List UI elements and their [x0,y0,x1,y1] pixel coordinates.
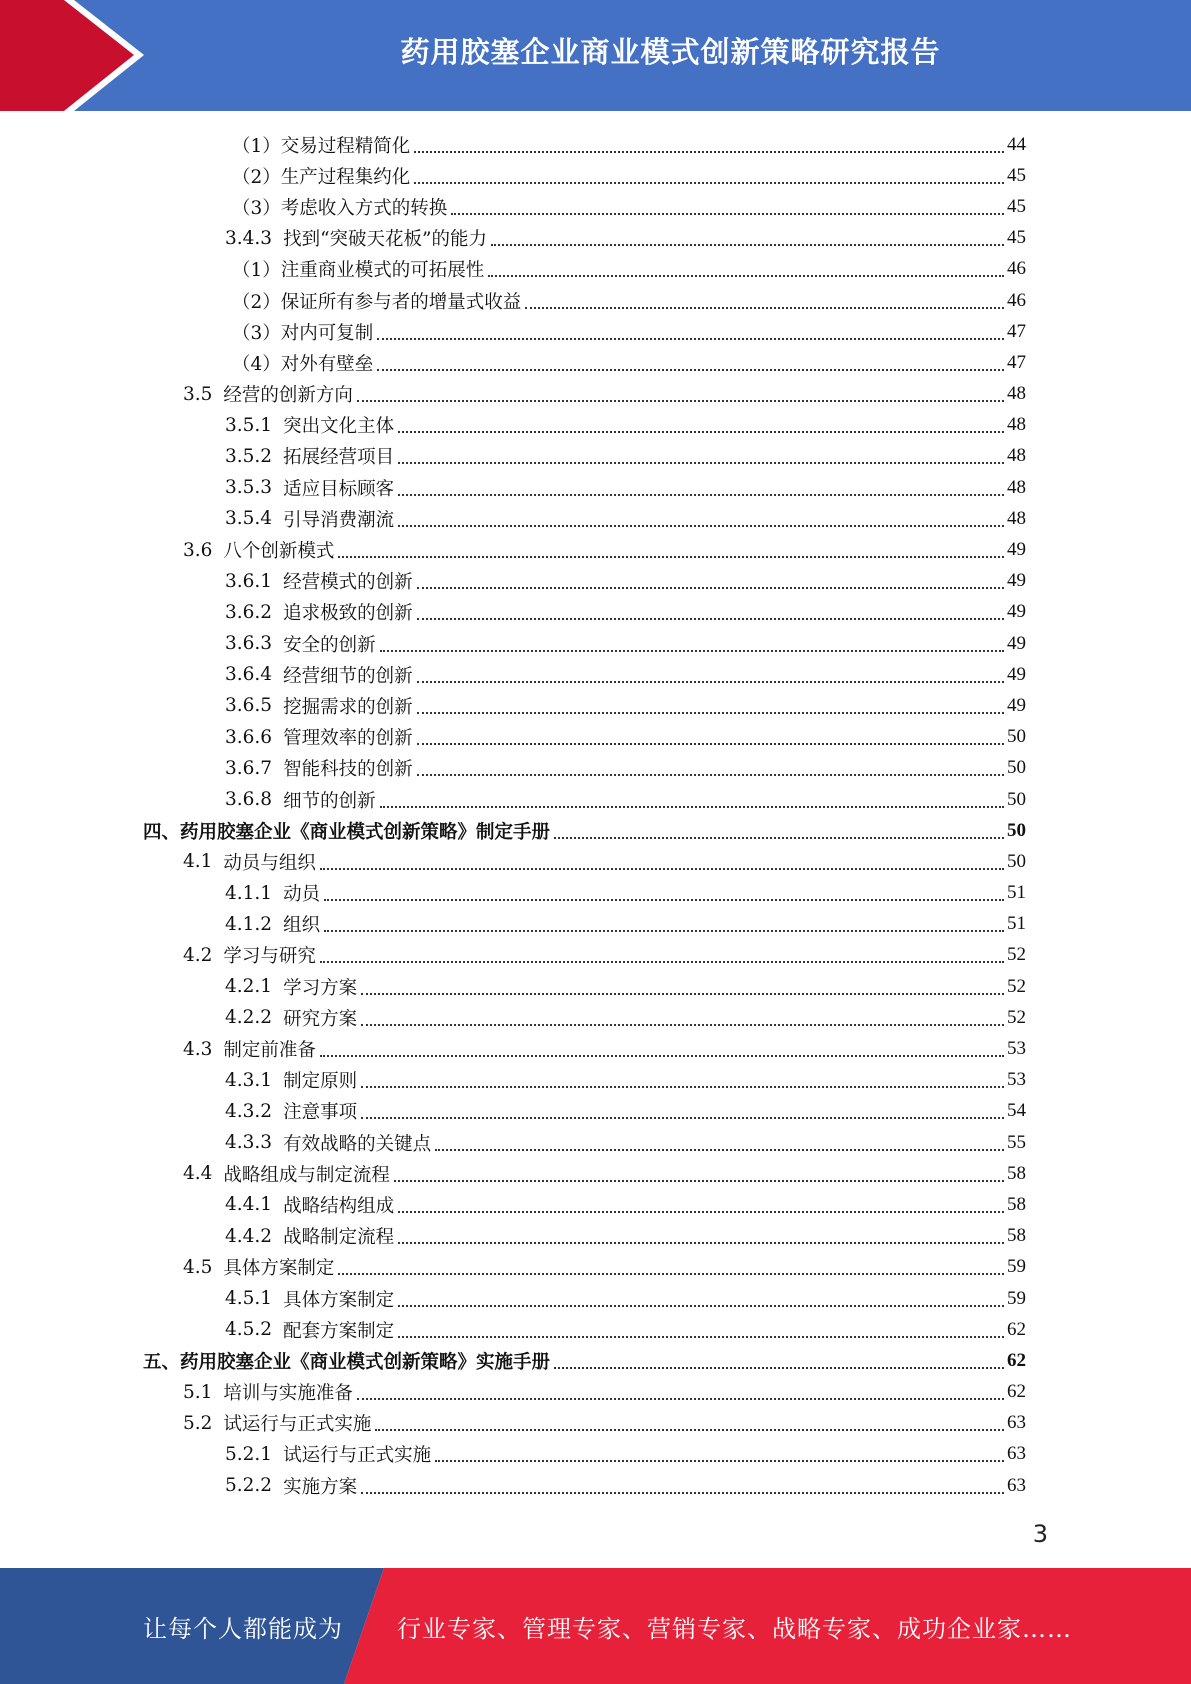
toc-entry[interactable] [143,223,1026,254]
toc-entry[interactable] [143,1002,1026,1033]
toc-dot-leader [324,930,1004,932]
toc-entry[interactable] [143,1189,1026,1220]
toc-entry-page: 47 [1007,320,1026,342]
page-header [0,0,1191,111]
toc-entry[interactable] [143,285,1026,316]
toc-entry-page: 59 [1007,1256,1026,1278]
toc-entry-title: 学习方案 [283,977,358,999]
toc-entry-page: 48 [1007,445,1026,467]
toc-dot-leader [525,307,1004,309]
toc-entry-number: 3.5.2 [225,445,273,467]
toc-dot-leader [357,1398,1004,1400]
toc-entry[interactable] [143,690,1026,721]
toc-dot-leader [554,1367,1004,1369]
toc-entry[interactable] [143,441,1026,472]
toc-entry-page: 58 [1007,1162,1026,1184]
toc-entry[interactable] [143,1096,1026,1127]
toc-entry-page: 63 [1007,1474,1026,1496]
toc-dot-leader [414,182,1004,184]
toc-entry-page: 53 [1007,1038,1026,1060]
toc-entry-page: 49 [1007,663,1026,685]
toc-dot-leader [338,556,1004,558]
toc-entry-title: 研究方案 [283,1008,358,1030]
toc-entry-number: （4） [232,353,281,375]
footer-slogan-right: 行业专家、管理专家、营销专家、战略专家、成功企业家…… [397,1614,1072,1643]
toc-entry-title: 制定前准备 [223,1040,316,1062]
toc-entry-title: 注意事项 [283,1102,358,1124]
toc-dot-leader [320,1055,1004,1057]
toc-entry[interactable] [143,784,1026,815]
toc-entry-title: 适应目标顾客 [283,478,395,500]
toc-entry-number: 四、 [143,821,181,843]
toc-entry-number: 4.2.1 [225,976,273,998]
toc-entry-number: （1） [232,135,281,157]
toc-entry-title: 安全的创新 [283,634,376,656]
report-title: 药用胶塞企业商业模式创新策略研究报告 [400,34,941,69]
toc-entry-number: 4.3.2 [225,1100,273,1122]
toc-entry[interactable] [143,160,1026,191]
toc-entry-title: 交易过程精简化 [280,135,411,157]
toc-dot-leader [361,1117,1004,1119]
toc-entry-page: 50 [1007,726,1026,748]
toc-entry[interactable] [143,534,1026,565]
header-arrow-icon [0,0,160,111]
toc-dot-leader [398,462,1004,464]
toc-entry[interactable] [143,722,1026,753]
toc-entry-title: 注重商业模式的可拓展性 [280,260,485,282]
toc-entry-page: 48 [1007,507,1026,529]
toc-entry[interactable] [143,971,1026,1002]
toc-entry[interactable] [143,1065,1026,1096]
toc-dot-leader [398,525,1004,527]
toc-entry-number: 3.4.3 [225,227,273,249]
toc-dot-leader [554,837,1004,839]
toc-entry-title: 实施方案 [283,1476,358,1498]
toc-entry-number: 5.2.1 [225,1443,273,1465]
toc-dot-leader [380,806,1004,808]
toc-dot-leader [488,275,1004,277]
toc-entry-page: 49 [1007,539,1026,561]
toc-entry-title: 学习与研究 [223,946,316,968]
toc-entry-number: （2） [232,291,281,313]
toc-dot-leader [375,1429,1004,1431]
toc-dot-leader [357,400,1004,402]
page-number: 3 [1032,1520,1048,1548]
toc-dot-leader [324,899,1004,901]
toc-entry-title: 拓展经营项目 [283,447,395,469]
toc-dot-leader [398,494,1004,496]
toc-dot-leader [491,244,1004,246]
toc-entry[interactable] [143,472,1026,503]
toc-entry[interactable] [143,1158,1026,1189]
toc-entry-title: 保证所有参与者的增量式收益 [280,291,522,313]
toc-entry-number: 3.5 [183,383,213,405]
toc-dot-leader [361,993,1004,995]
toc-entry-title: 药用胶塞企业《商业模式创新策略》制定手册 [180,821,551,843]
toc-entry-number: 4.5 [183,1256,213,1278]
toc-entry[interactable] [143,410,1026,441]
toc-entry-title: 经营模式的创新 [283,572,413,594]
toc-entry-title: 突出文化主体 [283,416,395,438]
toc-entry[interactable] [143,1345,1026,1376]
toc-entry-page: 62 [1007,1381,1026,1403]
toc-entry-page: 49 [1007,570,1026,592]
toc-entry[interactable] [143,566,1026,597]
toc-dot-leader [417,712,1004,714]
toc-entry-title: 试运行与正式实施 [283,1445,432,1467]
toc-entry[interactable] [143,659,1026,690]
toc-entry[interactable] [143,379,1026,410]
toc-entry-number: 3.6 [183,539,213,561]
toc-entry[interactable] [143,1439,1026,1470]
toc-entry-number: （1） [232,260,281,282]
toc-entry-page: 48 [1007,414,1026,436]
toc-dot-leader [361,1024,1004,1026]
toc-dot-leader [398,1242,1004,1244]
toc-entry[interactable] [143,1221,1026,1252]
toc-entry-number: 4.3 [183,1038,213,1060]
toc-entry-title: 配套方案制定 [283,1320,395,1342]
toc-entry[interactable] [143,129,1026,160]
toc-entry[interactable] [143,878,1026,909]
toc-entry-page: 46 [1007,289,1026,311]
toc-entry-page: 50 [1007,850,1026,872]
toc-entry-number: 3.6.7 [225,757,273,779]
footer-slogan-left: 让每个人都能成为 [143,1614,343,1643]
toc-entry-page: 51 [1007,882,1026,904]
toc-entry-page: 58 [1007,1193,1026,1215]
toc-entry-title: 具体方案制定 [223,1258,335,1280]
toc-entry-number: 3.5.1 [225,414,273,436]
toc-entry-number: 4.3.3 [225,1132,273,1154]
toc-entry-number: （3） [232,322,281,344]
toc-entry-page: 49 [1007,632,1026,654]
toc-dot-leader [417,587,1004,589]
toc-dot-leader [417,681,1004,683]
toc-entry[interactable] [143,1377,1026,1408]
toc-entry-title: 对内可复制 [280,322,374,344]
toc-entry-number: 4.5.1 [225,1288,273,1310]
toc-entry[interactable] [143,1408,1026,1439]
toc-entry-number: 4.4.2 [225,1225,273,1247]
toc-entry-page: 45 [1007,227,1026,249]
toc-entry-page: 63 [1007,1412,1026,1434]
toc-entry-title: 经营的创新方向 [223,385,353,407]
toc-dot-leader [414,151,1004,153]
toc-entry-page: 51 [1007,913,1026,935]
toc-entry-title: 具体方案制定 [283,1289,395,1311]
toc-entry[interactable] [143,191,1026,222]
toc-entry-page: 48 [1007,476,1026,498]
toc-entry-title: 组织 [283,915,321,937]
toc-dot-leader [398,1336,1004,1338]
toc-entry-page: 44 [1007,133,1026,155]
toc-entry-title: 管理效率的创新 [283,728,413,750]
toc-entry-title: 考虑收入方式的转换 [280,197,448,219]
toc-entry-number: 4.5.2 [225,1319,273,1341]
toc-entry-page: 49 [1007,601,1026,623]
toc-entry-title: 制定原则 [283,1071,358,1093]
toc-dot-leader [417,774,1004,776]
toc-entry-title: 战略结构组成 [283,1195,395,1217]
toc-entry-title: 经营细节的创新 [283,665,413,687]
toc-entry-title: 找到“突破天花板”的能力 [283,229,487,251]
toc-entry[interactable] [143,254,1026,285]
toc-entry[interactable] [143,909,1026,940]
toc-entry-page: 47 [1007,351,1026,373]
toc-entry-title: 生产过程集约化 [280,166,411,188]
toc-entry-number: 3.6.2 [225,601,273,623]
toc-entry-number: （3） [232,197,281,219]
toc-entry-number: 4.3.1 [225,1069,273,1091]
toc-entry[interactable] [143,815,1026,846]
toc-entry[interactable] [143,940,1026,971]
toc-entry-page: 54 [1007,1100,1026,1122]
toc-entry[interactable] [143,1127,1026,1158]
toc-entry-page: 52 [1007,1006,1026,1028]
toc-entry-page: 50 [1007,819,1026,841]
toc-entry-page: 48 [1007,383,1026,405]
toc-entry-title: 培训与实施准备 [223,1383,353,1405]
toc-entry-page: 50 [1007,757,1026,779]
toc-entry-title: 战略组成与制定流程 [223,1164,390,1186]
toc-entry-title: 药用胶塞企业《商业模式创新策略》实施手册 [180,1351,551,1373]
toc-entry[interactable] [143,347,1026,378]
toc-entry-number: 4.1.2 [225,913,273,935]
toc-entry-title: 对外有壁垒 [280,353,374,375]
toc-entry-page: 62 [1007,1349,1026,1371]
toc-entry-number: 3.5.3 [225,477,273,499]
toc-entry-page: 59 [1007,1287,1026,1309]
toc-dot-leader [394,1180,1004,1182]
page-footer [0,1568,1191,1684]
toc-dot-leader [320,868,1004,870]
toc-dot-leader [361,1086,1004,1088]
toc-dot-leader [338,1273,1004,1275]
toc-dot-leader [320,961,1004,963]
toc-dot-leader [380,650,1004,652]
toc-dot-leader [435,1149,1004,1151]
toc-entry-number: （2） [232,166,281,188]
toc-entry-number: 3.6.1 [225,570,273,592]
toc-entry-page: 49 [1007,694,1026,716]
toc-entry[interactable] [143,1314,1026,1345]
toc-dot-leader [417,743,1004,745]
toc-entry[interactable] [143,1252,1026,1283]
toc-entry-title: 智能科技的创新 [283,759,413,781]
toc-entry-title: 八个创新模式 [223,541,335,563]
toc-entry-number: 3.6.5 [225,695,273,717]
toc-entry[interactable] [143,1033,1026,1064]
toc-entry[interactable] [143,503,1026,534]
toc-entry-page: 45 [1007,195,1026,217]
toc-entry[interactable] [143,1283,1026,1314]
toc-entry-title: 战略制定流程 [283,1227,395,1249]
toc-entry-number: 4.4.1 [225,1194,273,1216]
toc-entry[interactable] [143,316,1026,347]
toc-entry-page: 52 [1007,975,1026,997]
toc-entry[interactable] [143,597,1026,628]
toc-entry-page: 53 [1007,1069,1026,1091]
toc-entry-number: 5.1 [183,1381,213,1403]
toc-entry-number: 五、 [143,1351,181,1373]
toc-entry-number: 5.2 [183,1412,213,1434]
toc-entry-page: 62 [1007,1318,1026,1340]
toc-entry-number: 4.2.2 [225,1007,273,1029]
toc-entry-number: 3.6.8 [225,789,273,811]
toc-dot-leader [435,1460,1004,1462]
toc-entry-number: 3.6.4 [225,664,273,686]
toc-entry-number: 3.5.4 [225,508,273,530]
toc-entry-number: 3.6.6 [225,726,273,748]
toc-entry-title: 细节的创新 [283,790,376,812]
toc-entry-page: 63 [1007,1443,1026,1465]
toc-entry[interactable] [143,753,1026,784]
toc-entry-title: 试运行与正式实施 [223,1414,372,1436]
toc-entry-page: 46 [1007,258,1026,280]
toc-entry-title: 挖掘需求的创新 [283,696,413,718]
table-of-contents [143,129,1026,1501]
toc-dot-leader [398,1305,1004,1307]
toc-entry[interactable] [143,628,1026,659]
toc-dot-leader [361,1492,1004,1494]
toc-entry-title: 追求极致的创新 [283,603,413,625]
toc-entry-number: 4.2 [183,944,213,966]
toc-entry-page: 45 [1007,164,1026,186]
toc-dot-leader [398,1211,1004,1213]
toc-dot-leader [417,618,1004,620]
toc-dot-leader [377,338,1004,340]
toc-entry-title: 动员 [283,884,321,906]
toc-entry-title: 动员与组织 [223,852,316,874]
toc-entry-page: 50 [1007,788,1026,810]
toc-entry-page: 58 [1007,1225,1026,1247]
toc-entry-number: 3.6.3 [225,633,273,655]
toc-entry[interactable] [143,1470,1026,1501]
toc-entry[interactable] [143,846,1026,877]
toc-entry-title: 有效战略的关键点 [283,1133,432,1155]
toc-entry-page: 52 [1007,944,1026,966]
toc-dot-leader [398,431,1004,433]
toc-entry-number: 5.2.2 [225,1475,273,1497]
toc-entry-page: 55 [1007,1131,1026,1153]
toc-entry-number: 4.1.1 [225,882,273,904]
toc-entry-number: 4.4 [183,1163,213,1185]
toc-entry-number: 4.1 [183,851,213,873]
toc-entry-title: 引导消费潮流 [283,509,395,531]
toc-dot-leader [377,369,1004,371]
toc-dot-leader [451,213,1004,215]
